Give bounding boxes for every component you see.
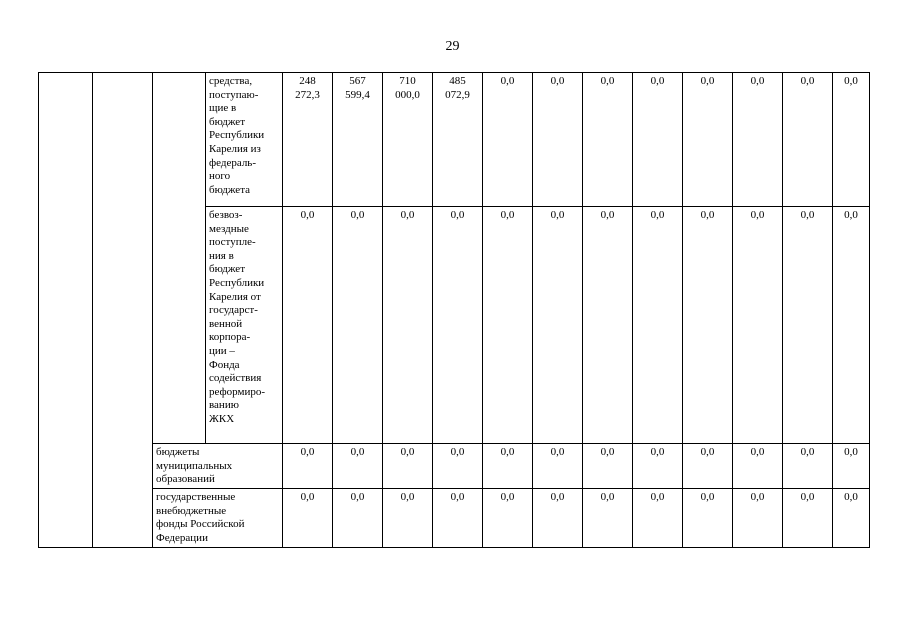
value-cell: 0,0: [383, 207, 433, 444]
value-cell: 0,0: [533, 489, 583, 548]
value-cell: 0,0: [783, 444, 833, 489]
value-cell: 0,0: [583, 444, 633, 489]
value-cell: 0,0: [683, 444, 733, 489]
empty-cell: [153, 73, 206, 444]
value-cell: 0,0: [583, 73, 633, 207]
value-cell: 0,0: [533, 73, 583, 207]
value-cell: 0,0: [333, 207, 383, 444]
value-cell: 0,0: [583, 207, 633, 444]
table-row: [39, 73, 870, 207]
funding-source-label: бюджеты муниципальных образований: [153, 444, 283, 489]
value-cell: 0,0: [833, 73, 870, 207]
value-cell: 0,0: [683, 489, 733, 548]
value-cell: 0,0: [733, 73, 783, 207]
value-cell: 0,0: [483, 489, 533, 548]
page-number: 29: [445, 39, 460, 54]
value-cell: 0,0: [683, 207, 733, 444]
value-cell: 0,0: [383, 489, 433, 548]
value-cell: 0,0: [283, 444, 333, 489]
budget-funding-table: [38, 72, 870, 548]
value-cell: 710 000,0: [383, 73, 433, 207]
value-cell: 0,0: [283, 489, 333, 548]
value-cell: 0,0: [633, 73, 683, 207]
value-cell: 0,0: [333, 444, 383, 489]
value-cell: 0,0: [433, 489, 483, 548]
value-cell: 0,0: [633, 444, 683, 489]
value-cell: 567 599,4: [333, 73, 383, 207]
funding-source-label: государственные внебюджетные фонды Российской Федерации: [153, 489, 283, 548]
value-cell: 0,0: [433, 444, 483, 489]
value-cell: 0,0: [733, 207, 783, 444]
empty-cell: [39, 73, 93, 548]
value-cell: 0,0: [733, 489, 783, 548]
value-cell: 0,0: [683, 73, 733, 207]
value-cell: 0,0: [283, 207, 333, 444]
funding-source-label: средства, поступаю- щие в бюджет Республики Карелия из федераль- ного бюджета: [206, 73, 283, 207]
value-cell: 0,0: [383, 444, 433, 489]
value-cell: 0,0: [633, 489, 683, 548]
table-row: [39, 489, 870, 548]
value-cell: 0,0: [833, 444, 870, 489]
value-cell: 0,0: [783, 207, 833, 444]
value-cell: 0,0: [533, 444, 583, 489]
value-cell: 0,0: [833, 489, 870, 548]
value-cell: 485 072,9: [433, 73, 483, 207]
value-cell: 0,0: [483, 73, 533, 207]
table-row: [39, 444, 870, 489]
value-cell: 0,0: [583, 489, 633, 548]
value-cell: 0,0: [333, 489, 383, 548]
value-cell: 0,0: [533, 207, 583, 444]
value-cell: 0,0: [483, 207, 533, 444]
value-cell: 0,0: [633, 207, 683, 444]
value-cell: 248 272,3: [283, 73, 333, 207]
value-cell: 0,0: [783, 489, 833, 548]
value-cell: 0,0: [483, 444, 533, 489]
value-cell: 0,0: [433, 207, 483, 444]
value-cell: 0,0: [783, 73, 833, 207]
funding-source-label: безвоз- мездные поступле- ния в бюджет Республики Карелия от государст- венной корпора- ции – Фонда содействия реформиро- ванию ЖКХ: [206, 207, 283, 444]
value-cell: 0,0: [833, 207, 870, 444]
empty-cell: [93, 73, 153, 548]
value-cell: 0,0: [733, 444, 783, 489]
